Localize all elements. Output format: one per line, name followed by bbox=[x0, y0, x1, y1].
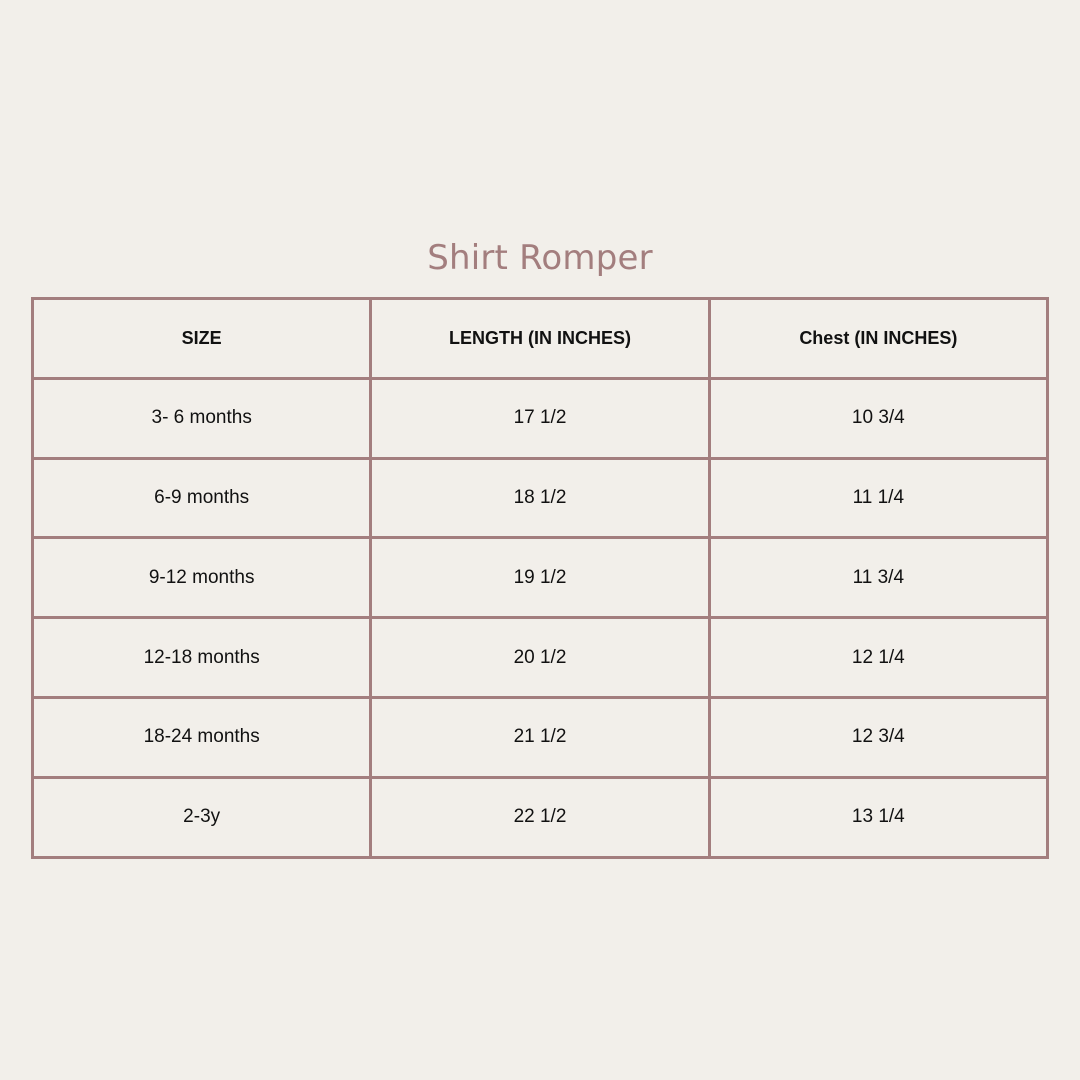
size-cell: 6-9 months bbox=[33, 458, 371, 538]
length-cell: 22 1/2 bbox=[371, 777, 709, 857]
length-cell: 20 1/2 bbox=[371, 618, 709, 698]
size-cell: 3- 6 months bbox=[33, 378, 371, 458]
page-title: Shirt Romper bbox=[427, 238, 653, 278]
chest-cell: 12 3/4 bbox=[709, 697, 1047, 777]
size-cell: 9-12 months bbox=[33, 538, 371, 618]
length-cell: 21 1/2 bbox=[371, 697, 709, 777]
chest-cell: 13 1/4 bbox=[709, 777, 1047, 857]
header-size: SIZE bbox=[33, 299, 371, 379]
table-row bbox=[33, 538, 1048, 618]
chest-cell: 10 3/4 bbox=[709, 378, 1047, 458]
table-row bbox=[33, 618, 1048, 698]
size-chart-table bbox=[31, 297, 1049, 859]
size-cell: 2-3y bbox=[33, 777, 371, 857]
chest-cell: 11 3/4 bbox=[709, 538, 1047, 618]
chest-cell: 12 1/4 bbox=[709, 618, 1047, 698]
length-cell: 18 1/2 bbox=[371, 458, 709, 538]
length-cell: 19 1/2 bbox=[371, 538, 709, 618]
chest-cell: 11 1/4 bbox=[709, 458, 1047, 538]
header-length: LENGTH (IN INCHES) bbox=[371, 299, 709, 379]
table-header-row bbox=[33, 299, 1048, 379]
table-row bbox=[33, 378, 1048, 458]
size-cell: 12-18 months bbox=[33, 618, 371, 698]
length-cell: 17 1/2 bbox=[371, 378, 709, 458]
table-row bbox=[33, 458, 1048, 538]
table-row bbox=[33, 697, 1048, 777]
table-row bbox=[33, 777, 1048, 857]
header-chest: Chest (IN INCHES) bbox=[709, 299, 1047, 379]
size-cell: 18-24 months bbox=[33, 697, 371, 777]
